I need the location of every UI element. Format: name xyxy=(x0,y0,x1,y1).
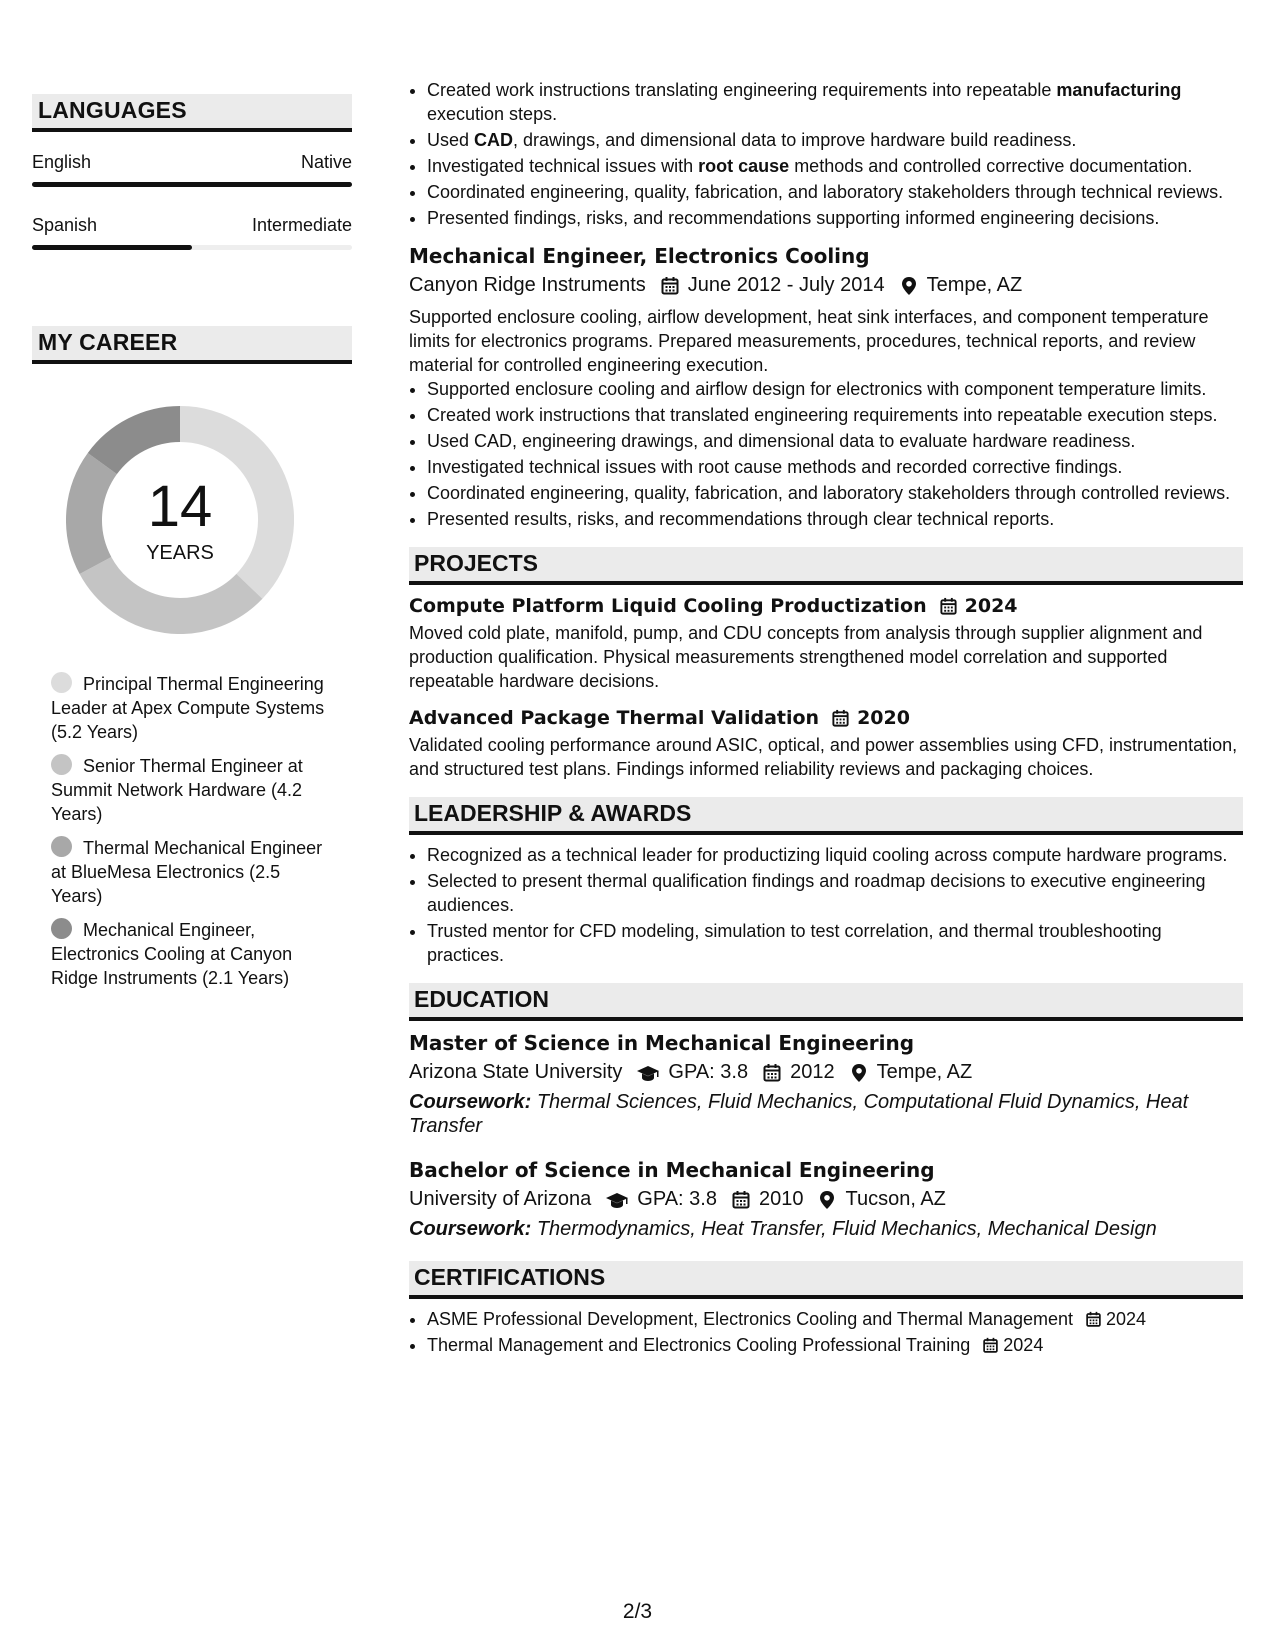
graduation-year: 2010 xyxy=(758,1188,804,1210)
language-name: Spanish xyxy=(32,215,98,235)
coursework-list: Thermal Sciences, Fluid Mechanics, Computational Fluid Dynamics, Heat Transfer xyxy=(409,1091,1189,1137)
bullet-item: • Coordinated engineering, quality, fabrication, and laboratory stakeholders through controlled reviews. xyxy=(427,481,1243,505)
education-heading: EDUCATION xyxy=(409,983,1243,1021)
gpa: GPA: 3.8 xyxy=(637,1188,717,1210)
project-title: Compute Platform Liquid Cooling Productization xyxy=(409,595,927,617)
gpa: GPA: 3.8 xyxy=(668,1061,749,1083)
school-location: Tempe, AZ xyxy=(876,1061,973,1083)
bullet-item: • Created work instructions that translated engineering requirements into repeatable execution steps. xyxy=(427,403,1243,427)
legend-dot xyxy=(51,754,72,775)
career-legend-item xyxy=(51,836,331,908)
project-description: Validated cooling performance around ASIC, optical, and power assemblies using CFD, instrumentation, and structured test plans. Findings informed reliability reviews and packaging choices. xyxy=(409,735,1238,779)
career-role-label: Senior Thermal Engineer at Summit Network Hardware (4.2 Years) xyxy=(51,756,303,824)
career-legend-item xyxy=(51,754,331,826)
career-years-label: YEARS xyxy=(146,542,214,564)
legend-dot xyxy=(51,672,72,693)
degree-title: Master of Science in Mechanical Engineering xyxy=(409,1031,915,1055)
calendar-icon xyxy=(939,597,958,616)
career-legend xyxy=(51,672,331,990)
project-year: 2020 xyxy=(857,707,910,729)
page-number: 2/3 xyxy=(622,1600,653,1623)
job-company: Canyon Ridge Instruments xyxy=(409,274,646,296)
coursework-label: Coursework: xyxy=(409,1218,532,1240)
map-pin-icon xyxy=(849,1063,869,1083)
legend-dot xyxy=(51,836,72,857)
leadership-heading: LEADERSHIP & AWARDS xyxy=(409,797,1243,835)
map-pin-icon xyxy=(817,1190,837,1210)
job-meta xyxy=(409,274,1243,297)
graduation-cap-icon xyxy=(605,1190,629,1210)
bullet-item: • Recognized as a technical leader for productizing liquid cooling across compute hardware programs. xyxy=(427,843,1243,867)
project-description: Moved cold plate, manifold, pump, and CDU concepts from analysis through supplier alignment and production qualification. Physical measurements strengthened model correlation and supported repeatable hardware decisions. xyxy=(409,623,1203,691)
bullet-item: • Used CAD, engineering drawings, and dimensional data to evaluate hardware readiness. xyxy=(427,429,1243,453)
language-item xyxy=(32,215,352,250)
certification-year: 2024 xyxy=(1003,1335,1044,1355)
bullet-item xyxy=(427,154,1243,178)
career-total-years: 14 xyxy=(147,474,213,539)
education-meta xyxy=(409,1188,1243,1211)
language-item xyxy=(32,152,352,187)
bullet-text: Used xyxy=(427,130,475,150)
language-proficiency-fill xyxy=(32,182,352,187)
bullet-text: execution steps. xyxy=(427,104,558,124)
map-pin-icon xyxy=(899,276,919,296)
prev-job-bullets xyxy=(409,78,1243,230)
school-location: Tucson, AZ xyxy=(845,1188,946,1210)
bullet-item: • Investigated technical issues with root cause methods and recorded corrective findings. xyxy=(427,455,1243,479)
bullet-item: • Trusted mentor for CFD modeling, simulation to test correlation, and thermal troubleshooting practices. xyxy=(427,919,1243,967)
school-name: Arizona State University xyxy=(409,1061,623,1083)
coursework-list: Thermodynamics, Heat Transfer, Fluid Mechanics, Mechanical Design xyxy=(536,1218,1157,1240)
bullet-text: Created work instructions translating engineering requirements into repeatable xyxy=(427,80,1057,100)
main-content xyxy=(409,78,1243,1359)
job-bullets xyxy=(409,377,1243,531)
certification-item xyxy=(427,1333,1243,1357)
coursework xyxy=(409,1217,1243,1241)
calendar-icon xyxy=(731,1190,751,1210)
language-proficiency-fill xyxy=(32,245,192,250)
education-meta xyxy=(409,1061,1243,1084)
legend-dot xyxy=(51,918,72,939)
bullet-item: • Presented results, risks, and recommendations through clear technical reports. xyxy=(427,507,1243,531)
graduation-year: 2012 xyxy=(790,1061,835,1083)
certification-name: • ASME Professional Development, Electronics Cooling and Thermal Management xyxy=(427,1309,1073,1329)
bullet-item: • Supported enclosure cooling and airflow design for electronics with component temperature limits. xyxy=(427,377,1243,401)
bullet-text: Presented findings, risks, and recommendations supporting informed engineering decisions. xyxy=(427,208,1160,228)
coursework-label: Coursework: xyxy=(409,1091,532,1113)
bullet-item xyxy=(427,206,1243,230)
job-summary: Supported enclosure cooling, airflow development, heat sink interfaces, and component temperature limits for electronics programs. Prepared measurements, procedures, technical reports, and review material for controlled engineering execution. xyxy=(409,307,1209,375)
bullet-keyword: CAD xyxy=(474,130,514,150)
bullet-item xyxy=(427,180,1243,204)
project-title: Advanced Package Thermal Validation xyxy=(409,707,820,729)
certification-item xyxy=(427,1307,1243,1331)
career-heading: MY CAREER xyxy=(32,326,352,364)
project-title-row xyxy=(409,707,1243,729)
language-level: Intermediate xyxy=(251,215,352,235)
career-legend-item xyxy=(51,918,331,990)
career-role-label: Mechanical Engineer, Electronics Cooling at Canyon Ridge Instruments (2.1 Years) xyxy=(51,920,293,988)
certifications-heading: CERTIFICATIONS xyxy=(409,1261,1243,1299)
bullet-text: Investigated technical issues with xyxy=(427,156,699,176)
language-proficiency-bar xyxy=(32,182,352,187)
language-level: Native xyxy=(300,152,352,172)
sidebar xyxy=(32,94,352,1000)
calendar-icon xyxy=(660,276,680,296)
job-location: Tempe, AZ xyxy=(926,274,1023,296)
projects-heading: PROJECTS xyxy=(409,547,1243,585)
bullet-item xyxy=(427,128,1243,152)
certifications-list xyxy=(409,1307,1243,1357)
job-title: Mechanical Engineer, Electronics Cooling xyxy=(409,244,870,268)
bullet-keyword: root cause xyxy=(698,156,790,176)
coursework xyxy=(409,1090,1243,1138)
degree-title: Bachelor of Science in Mechanical Engineering xyxy=(409,1158,935,1182)
bullet-item: • Selected to present thermal qualification findings and roadmap decisions to executive engineering audiences. xyxy=(427,869,1243,917)
bullet-text: , drawings, and dimensional data to improve hardware build readiness. xyxy=(513,130,1077,150)
project-title-row xyxy=(409,595,1243,617)
graduation-cap-icon xyxy=(636,1063,660,1083)
bullet-text: Coordinated engineering, quality, fabrication, and laboratory stakeholders through technical reviews. xyxy=(427,182,1224,202)
job-dates: June 2012 - July 2014 xyxy=(687,274,885,296)
certification-name: • Thermal Management and Electronics Cooling Professional Training xyxy=(427,1335,971,1355)
language-proficiency-bar xyxy=(32,245,352,250)
career-role-label: Principal Thermal Engineering Leader at Apex Compute Systems (5.2 Years) xyxy=(51,674,325,742)
project-year: 2024 xyxy=(964,595,1018,617)
bullet-item xyxy=(427,78,1243,126)
bullet-keyword: manufacturing xyxy=(1056,80,1182,100)
calendar-icon xyxy=(762,1063,782,1083)
career-legend-item xyxy=(51,672,331,744)
certification-year: 2024 xyxy=(1106,1309,1147,1329)
leadership-list xyxy=(409,843,1243,967)
calendar-icon xyxy=(982,1337,999,1354)
calendar-icon xyxy=(1085,1311,1102,1328)
bullet-text: methods and controlled corrective documentation. xyxy=(789,156,1193,176)
language-name: English xyxy=(32,152,92,172)
calendar-icon xyxy=(831,709,850,728)
career-role-label: Thermal Mechanical Engineer at BlueMesa Electronics (2.5 Years) xyxy=(51,838,323,906)
languages-heading: LANGUAGES xyxy=(32,94,352,132)
school-name: University of Arizona xyxy=(409,1188,592,1210)
career-donut-chart xyxy=(66,406,294,634)
